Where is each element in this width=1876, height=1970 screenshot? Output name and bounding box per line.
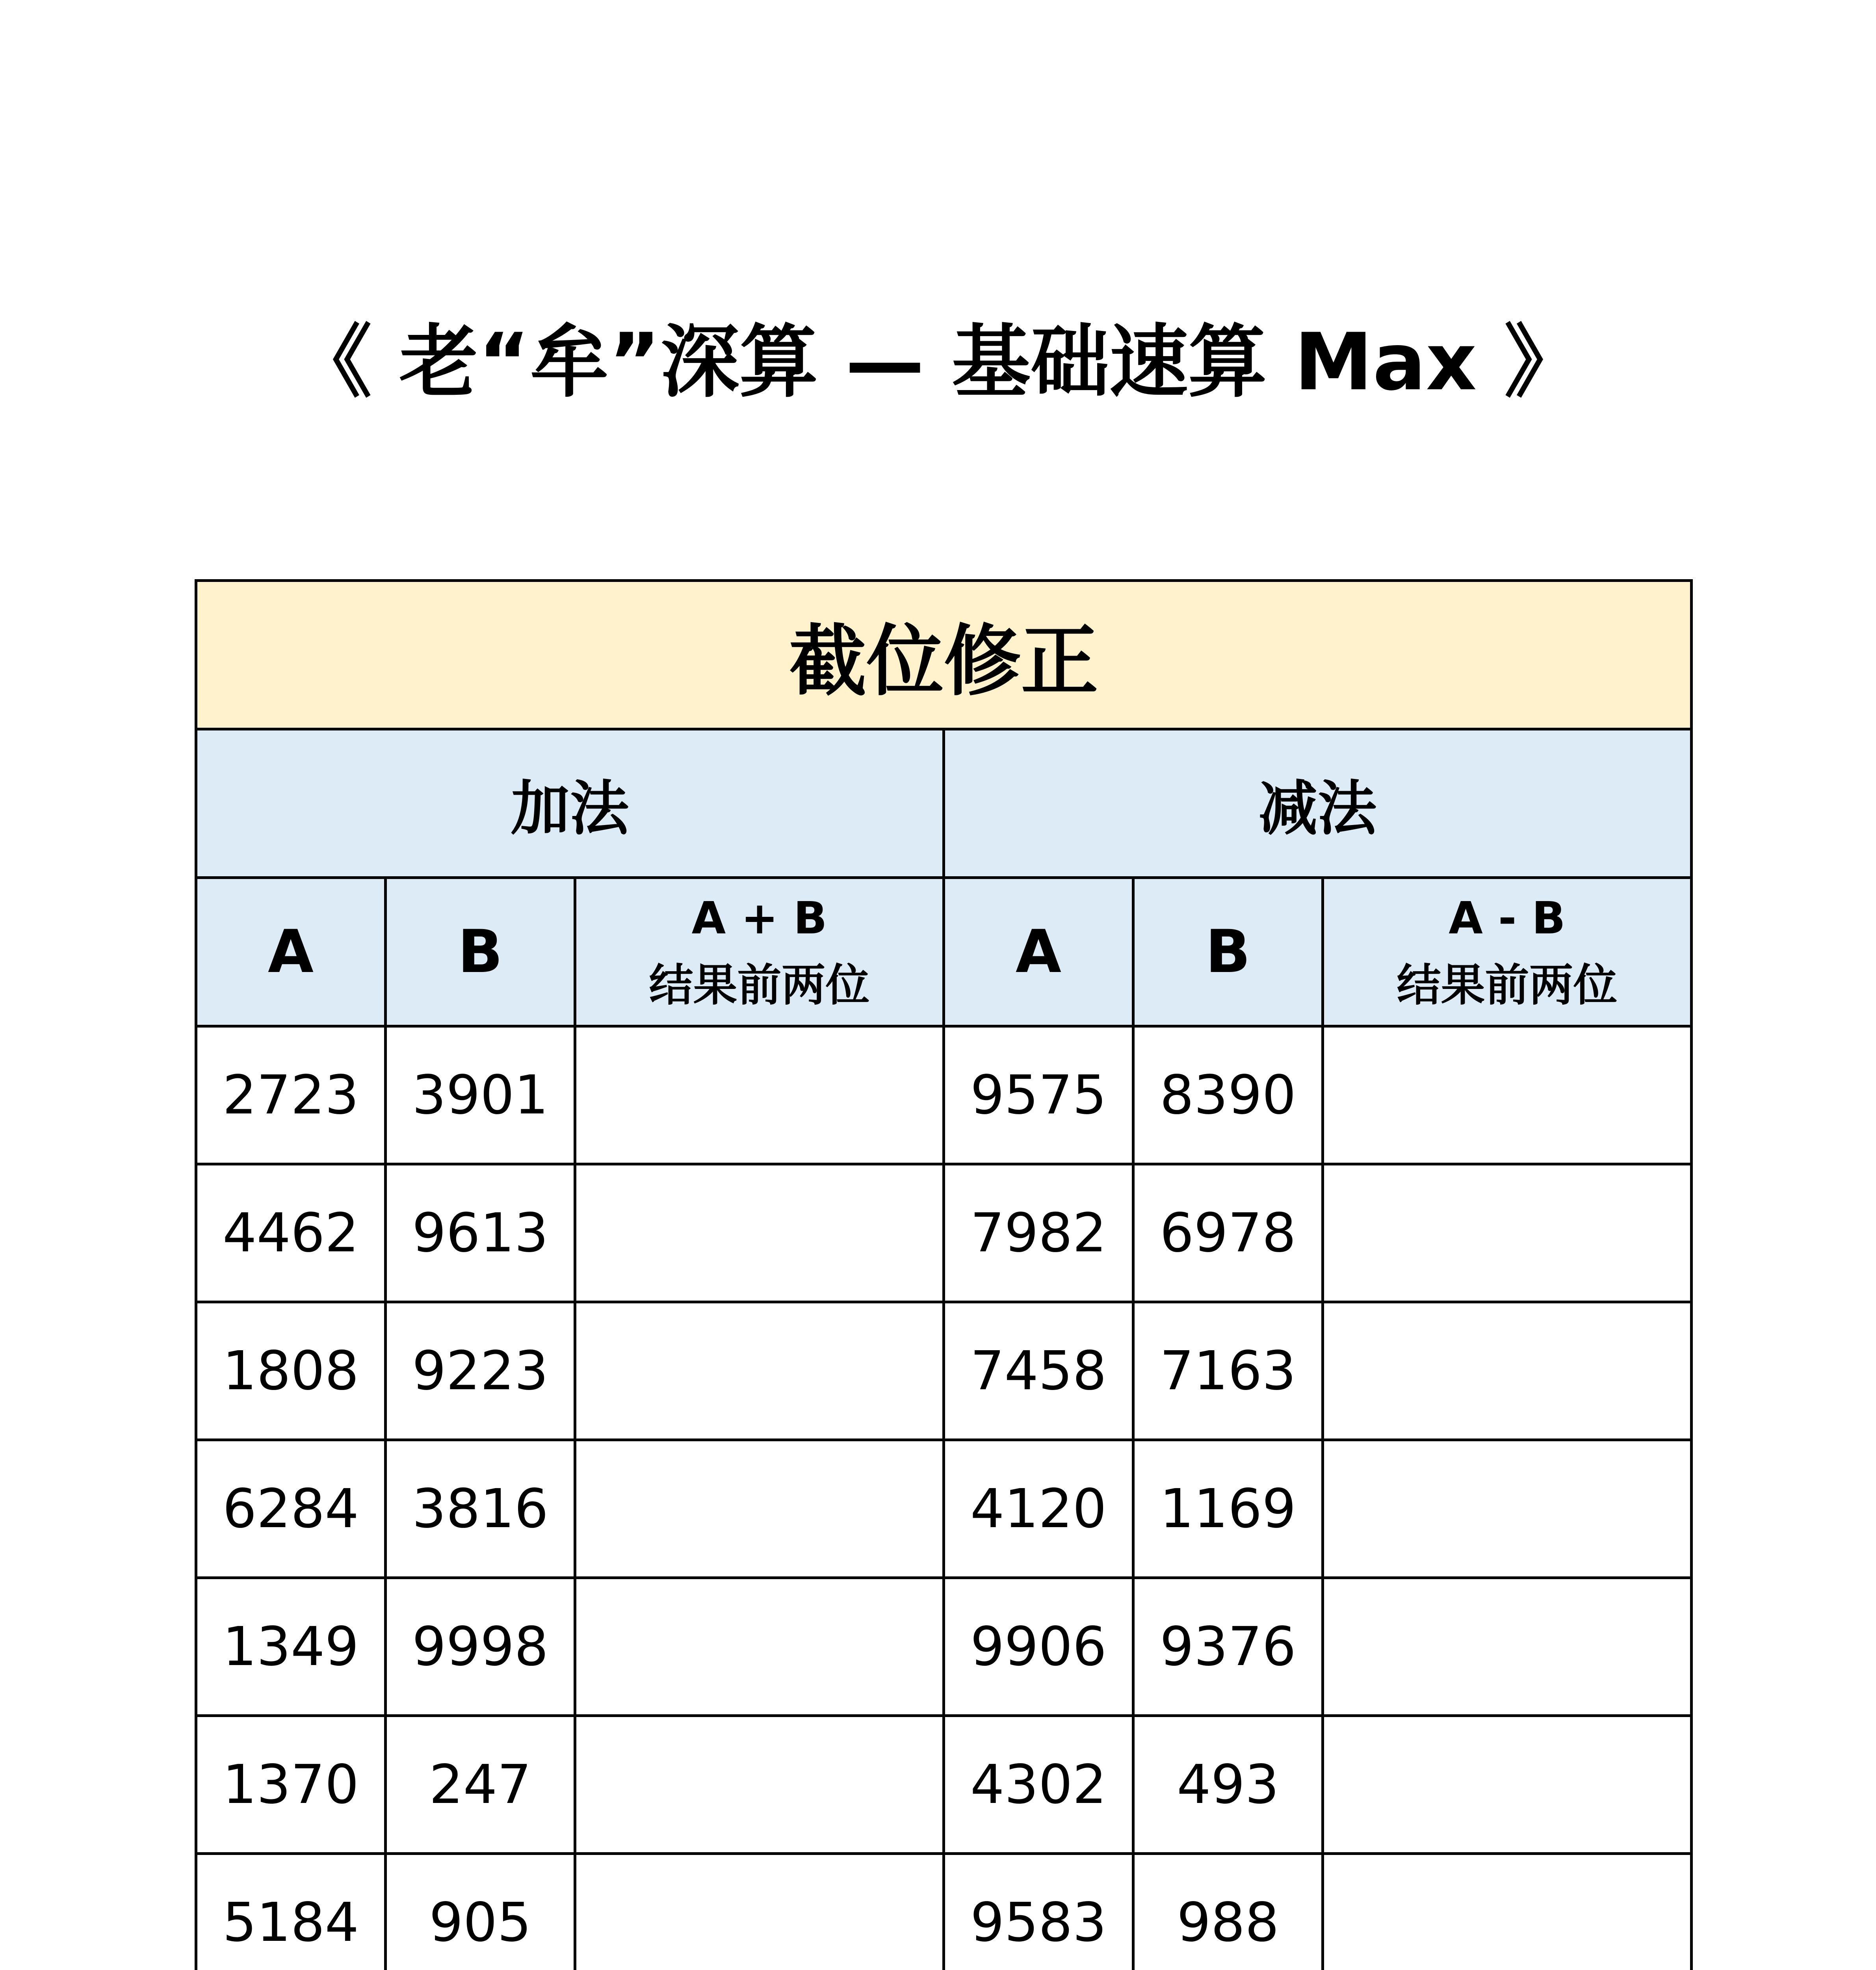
addition-column-a: A (196, 878, 386, 1026)
addition-result-formula: A + B (691, 893, 827, 944)
subtraction-a-cell: 4302 (944, 1716, 1133, 1854)
addition-answer-cell[interactable] (575, 1578, 944, 1716)
subtraction-b-cell: 493 (1133, 1716, 1323, 1854)
subtraction-result-formula: A - B (1449, 893, 1566, 944)
subtraction-a-cell: 9575 (944, 1026, 1133, 1164)
addition-result-caption: 结果前两位 (649, 960, 870, 1011)
subtraction-b-cell: 1169 (1133, 1440, 1323, 1578)
table-row (196, 1026, 1692, 1164)
page-title: 《 老“牟”深算 — 基础速算 Max 》 (293, 316, 1583, 408)
addition-a-cell: 5184 (196, 1854, 386, 1970)
subtraction-a-cell: 4120 (944, 1440, 1133, 1578)
subtraction-b-cell: 7163 (1133, 1302, 1323, 1440)
subtraction-b-cell: 9376 (1133, 1578, 1323, 1716)
table-banner: 截位修正 (196, 581, 1692, 729)
subtraction-answer-cell[interactable] (1323, 1026, 1692, 1164)
column-header-row (196, 878, 1692, 1026)
subtraction-b-cell: 8390 (1133, 1026, 1323, 1164)
subtraction-b-cell: 988 (1133, 1854, 1323, 1970)
subtraction-answer-cell[interactable] (1323, 1716, 1692, 1854)
addition-a-cell: 2723 (196, 1026, 386, 1164)
addition-a-cell: 1349 (196, 1578, 386, 1716)
addition-answer-cell[interactable] (575, 1164, 944, 1302)
subtraction-answer-cell[interactable] (1323, 1164, 1692, 1302)
subtraction-b-cell: 6978 (1133, 1164, 1323, 1302)
addition-answer-cell[interactable] (575, 1302, 944, 1440)
addition-b-cell: 247 (386, 1716, 575, 1854)
addition-b-cell: 905 (386, 1854, 575, 1970)
addition-answer-cell[interactable] (575, 1440, 944, 1578)
addition-b-cell: 3816 (386, 1440, 575, 1578)
addition-section-header: 加法 (196, 729, 944, 878)
table-row (196, 1302, 1692, 1440)
addition-b-cell: 9613 (386, 1164, 575, 1302)
table-row (196, 1164, 1692, 1302)
table-row (196, 1578, 1692, 1716)
subtraction-a-cell: 9583 (944, 1854, 1133, 1970)
addition-column-b: B (386, 878, 575, 1026)
addition-a-cell: 6284 (196, 1440, 386, 1578)
subtraction-answer-cell[interactable] (1323, 1302, 1692, 1440)
subtraction-result-column (1323, 878, 1692, 1026)
addition-result-column (575, 878, 944, 1026)
subtraction-answer-cell[interactable] (1323, 1854, 1692, 1970)
subtraction-result-caption: 结果前两位 (1397, 960, 1618, 1011)
addition-a-cell: 4462 (196, 1164, 386, 1302)
banner-row (196, 581, 1692, 729)
subtraction-column-b: B (1133, 878, 1323, 1026)
addition-b-cell: 9998 (386, 1578, 575, 1716)
table-row (196, 1716, 1692, 1854)
subtraction-answer-cell[interactable] (1323, 1440, 1692, 1578)
addition-a-cell: 1808 (196, 1302, 386, 1440)
subtraction-answer-cell[interactable] (1323, 1578, 1692, 1716)
subtraction-a-cell: 7982 (944, 1164, 1133, 1302)
subtraction-a-cell: 7458 (944, 1302, 1133, 1440)
subtraction-section-header: 减法 (944, 729, 1692, 878)
addition-b-cell: 9223 (386, 1302, 575, 1440)
table-row (196, 1854, 1692, 1970)
subtraction-column-a: A (944, 878, 1133, 1026)
addition-answer-cell[interactable] (575, 1716, 944, 1854)
addition-answer-cell[interactable] (575, 1026, 944, 1164)
addition-answer-cell[interactable] (575, 1854, 944, 1970)
subtraction-a-cell: 9906 (944, 1578, 1133, 1716)
table-row (196, 1440, 1692, 1578)
section-row (196, 729, 1692, 878)
addition-b-cell: 3901 (386, 1026, 575, 1164)
addition-a-cell: 1370 (196, 1716, 386, 1854)
exercise-table (195, 579, 1693, 1970)
